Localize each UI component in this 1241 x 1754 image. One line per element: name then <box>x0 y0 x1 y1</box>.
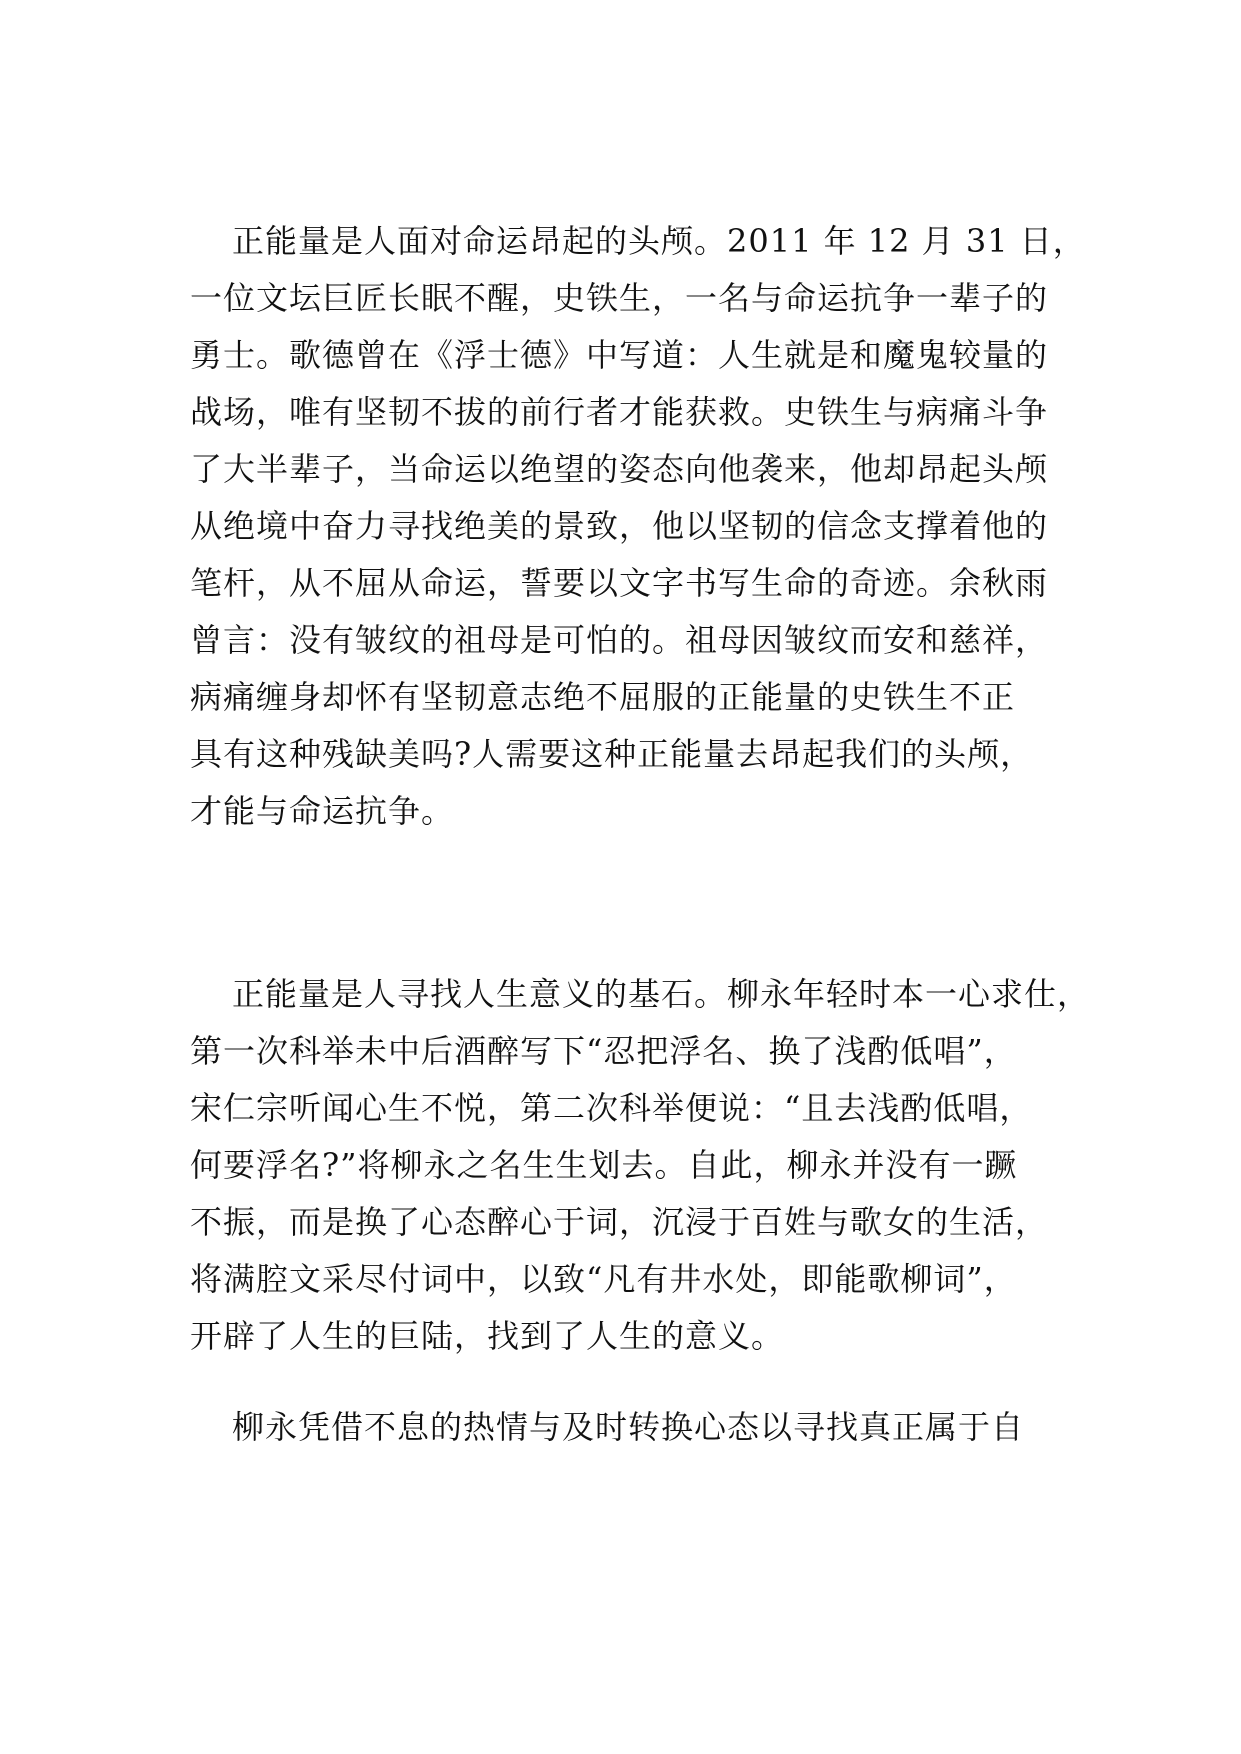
paragraph-line: 正能量是人寻找人生意义的基石。柳永年轻时本一心求仕， <box>232 975 1091 1013</box>
paragraph-conclusion <box>190 1399 1062 1456</box>
paragraph-line: 第一次科举未中后酒醉写下“忍把浮名、换了浅酌低唱”， <box>190 1032 1017 1070</box>
paragraph-line: 将满腔文采尽付词中，以致“凡有井水处，即能歌柳词”， <box>190 1260 1017 1298</box>
paragraph-line: 病痛缠身却怀有坚韧意志绝不屈服的正能量的史铁生不正 <box>190 678 1016 716</box>
paragraph-line: 柳永凭借不息的热情与及时转换心态以寻找真正属于自 <box>232 1408 1025 1446</box>
paragraph-line: 才能与命运抗争。 <box>190 792 455 830</box>
paragraph-line: 从绝境中奋力寻找绝美的景致，他以坚韧的信念支撑着他的 <box>190 507 1049 545</box>
paragraph-line: 笔杆，从不屈从命运，誓要以文字书写生命的奇迹。余秋雨 <box>190 564 1049 602</box>
paragraph-line: 曾言：没有皱纹的祖母是可怕的。祖母因皱纹而安和慈祥， <box>190 621 1049 659</box>
paragraph-line: 不振，而是换了心态醉心于词，沉浸于百姓与歌女的生活， <box>190 1203 1049 1241</box>
paragraph-line: 了大半辈子，当命运以绝望的姿态向他袭来，他却昂起头颅 <box>190 450 1049 488</box>
paragraph-line: 一位文坛巨匠长眠不醒，史铁生，一名与命运抗争一辈子的 <box>190 279 1049 317</box>
paragraph-line: 开辟了人生的巨陆，找到了人生的意义。 <box>190 1317 785 1355</box>
paragraph-line: 正能量是人面对命运昂起的头颅。2011 年 12 月 31 日， <box>232 222 1086 260</box>
paragraph-shi-tiesheng <box>190 213 1086 840</box>
paragraph-line: 何要浮名?”将柳永之名生生划去。自此，柳永并没有一蹶 <box>190 1146 1018 1184</box>
paragraph-line: 具有这种残缺美吗?人需要这种正能量去昂起我们的头颅， <box>190 735 1034 773</box>
paragraph-line: 勇士。歌德曾在《浮士德》中写道：人生就是和魔鬼较量的 <box>190 336 1049 374</box>
paragraph-liu-yong <box>190 966 1091 1365</box>
paragraph-line: 宋仁宗听闻心生不悦，第二次科举便说：“且去浅酌低唱， <box>190 1089 1033 1127</box>
paragraph-line: 战场，唯有坚韧不拔的前行者才能获救。史铁生与病痛斗争 <box>190 393 1049 431</box>
